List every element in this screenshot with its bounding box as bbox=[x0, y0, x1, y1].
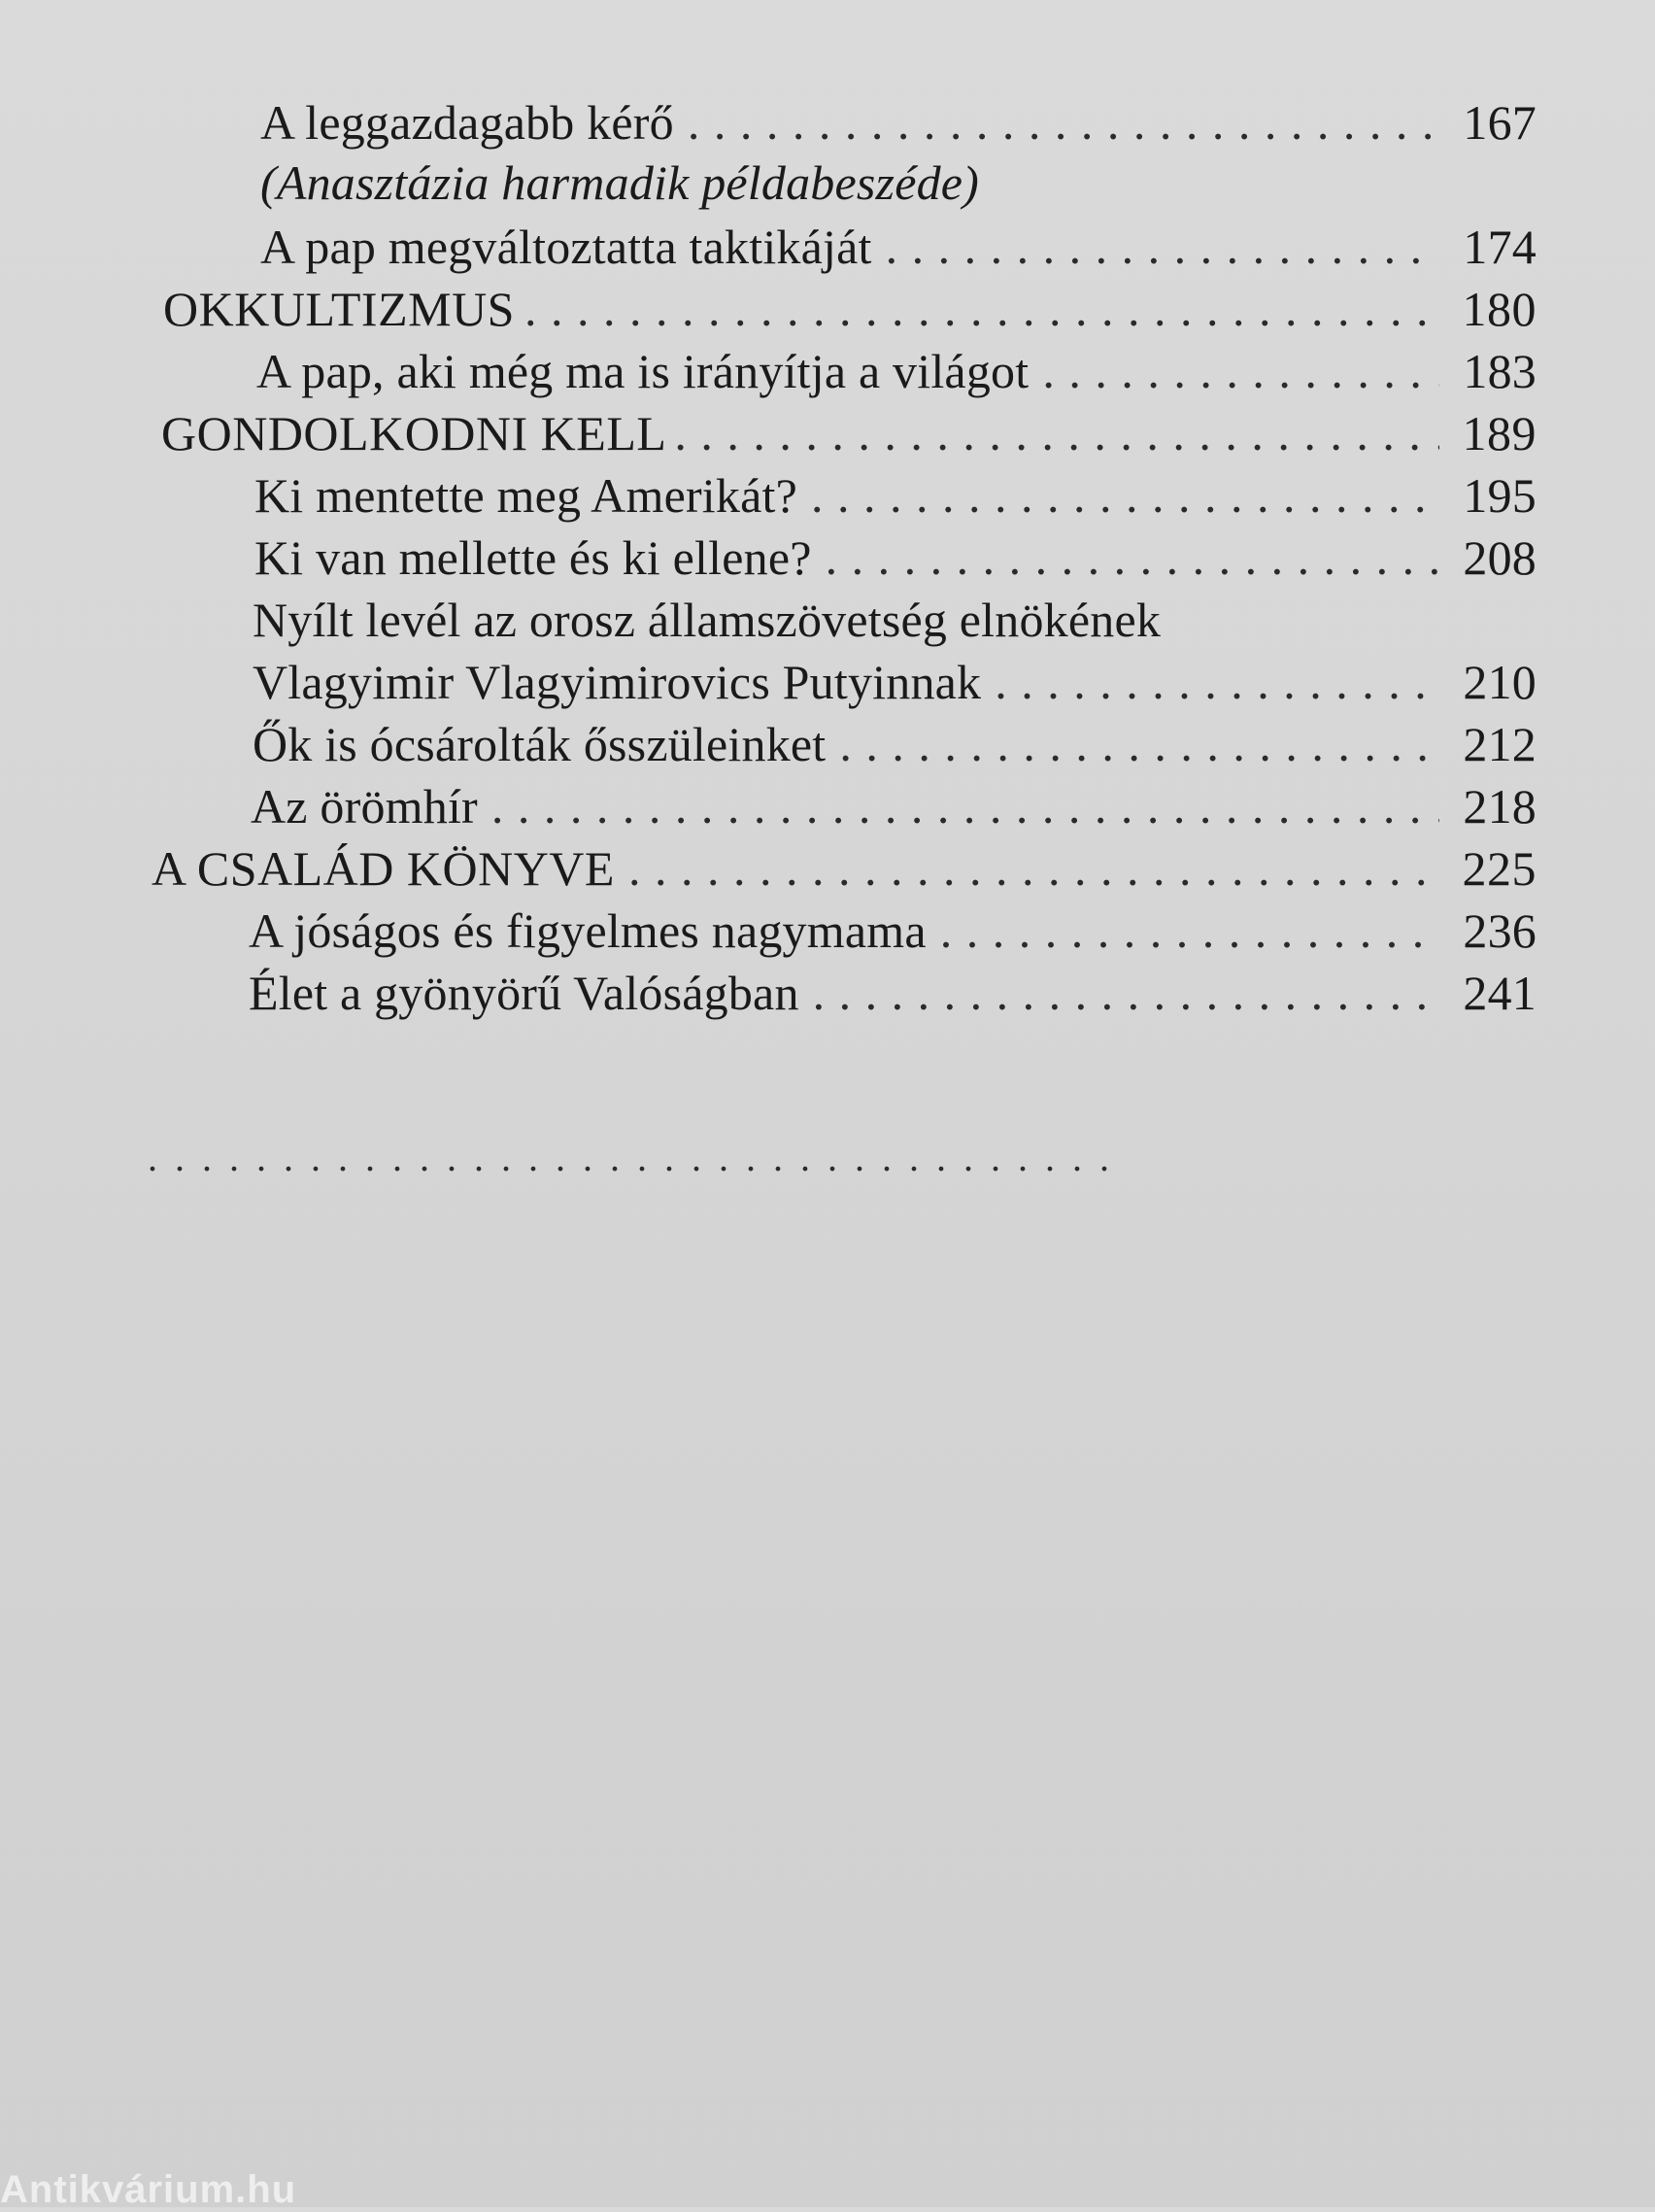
dot-leader bbox=[491, 777, 1439, 835]
toc-entry-page: 189 bbox=[1462, 406, 1537, 460]
watermark-logo: Antikvárium.hu bbox=[0, 2168, 297, 2211]
dot-leader bbox=[628, 839, 1439, 898]
toc-entry bbox=[253, 653, 1537, 711]
toc-entry-title: Ki mentette meg Amerikát? bbox=[254, 468, 797, 523]
dot-leader bbox=[674, 404, 1439, 462]
toc-entry bbox=[253, 715, 1537, 773]
toc-entry-title: A pap megváltoztatta taktikáját bbox=[260, 220, 872, 274]
toc-entry bbox=[253, 591, 1537, 649]
toc-entry-title: Ki van mellette és ki ellene? bbox=[254, 530, 812, 585]
toc-entry-title: A pap, aki még ma is irányítja a világot bbox=[256, 344, 1030, 398]
toc-section bbox=[163, 280, 1537, 338]
dot-leader bbox=[688, 93, 1439, 152]
toc-entry-page: 208 bbox=[1463, 530, 1537, 585]
toc-entry-page: 167 bbox=[1463, 95, 1537, 150]
toc-entry-page: 183 bbox=[1463, 344, 1537, 398]
toc-entry-page: 241 bbox=[1463, 966, 1537, 1020]
toc-entry-page: 210 bbox=[1463, 655, 1537, 709]
toc-entry bbox=[260, 93, 1537, 152]
toc-entry bbox=[260, 218, 1537, 276]
toc-entry-title: (Anasztázia harmadik példabeszéde) bbox=[260, 155, 980, 210]
toc-entry-subtitle bbox=[260, 153, 1537, 212]
dot-leader bbox=[524, 280, 1439, 338]
dot-leader bbox=[940, 902, 1439, 960]
toc-entry-page: 236 bbox=[1463, 903, 1537, 958]
toc-section-title: GONDOLKODNI KELL bbox=[161, 406, 667, 460]
toc-entry-page: 225 bbox=[1462, 841, 1537, 896]
toc-entry bbox=[256, 342, 1537, 400]
dot-leader bbox=[813, 964, 1439, 1022]
dot-leader bbox=[1042, 342, 1439, 400]
dot-leader bbox=[995, 653, 1439, 711]
dot-leader bbox=[839, 715, 1439, 773]
toc-entry-title: Vlagyimir Vlagyimirovics Putyinnak bbox=[253, 655, 982, 709]
dot-leader bbox=[886, 218, 1439, 276]
toc-entry-page: 195 bbox=[1463, 468, 1537, 523]
toc-entry-page: 218 bbox=[1463, 779, 1537, 834]
toc-entry-page: 174 bbox=[1463, 220, 1537, 274]
dot-leader bbox=[811, 466, 1439, 525]
toc-section-title: OKKULTIZMUS bbox=[163, 282, 515, 336]
toc-entry-title: Ők is ócsárolták ősszüleinket bbox=[253, 717, 827, 771]
toc-entry-page: 212 bbox=[1463, 717, 1537, 771]
toc-entry-title: Élet a gyönyörű Valóságban bbox=[249, 966, 799, 1020]
closing-dot-leader: . . . . . . . . . . . . . . . . . . . . . . . . . . . . . . . . . . . . bbox=[148, 1136, 1113, 1179]
toc-entry bbox=[249, 902, 1537, 960]
toc-section bbox=[161, 404, 1537, 462]
toc-entry bbox=[254, 528, 1537, 587]
toc-entry bbox=[249, 964, 1537, 1022]
toc-entry bbox=[251, 777, 1537, 835]
toc-entry-title: A leggazdagabb kérő bbox=[260, 95, 674, 150]
toc-section bbox=[152, 839, 1537, 898]
toc-section-title: A CSALÁD KÖNYVE bbox=[152, 841, 615, 896]
dot-leader bbox=[826, 528, 1439, 587]
toc-entry bbox=[254, 466, 1537, 525]
toc-entry-title: Az örömhír bbox=[251, 779, 478, 834]
toc-entry-title: Nyílt levél az orosz államszövetség elnökének bbox=[253, 593, 1162, 647]
toc-entry-title: A jóságos és figyelmes nagymama bbox=[249, 903, 927, 958]
toc-entry-page: 180 bbox=[1462, 282, 1537, 336]
